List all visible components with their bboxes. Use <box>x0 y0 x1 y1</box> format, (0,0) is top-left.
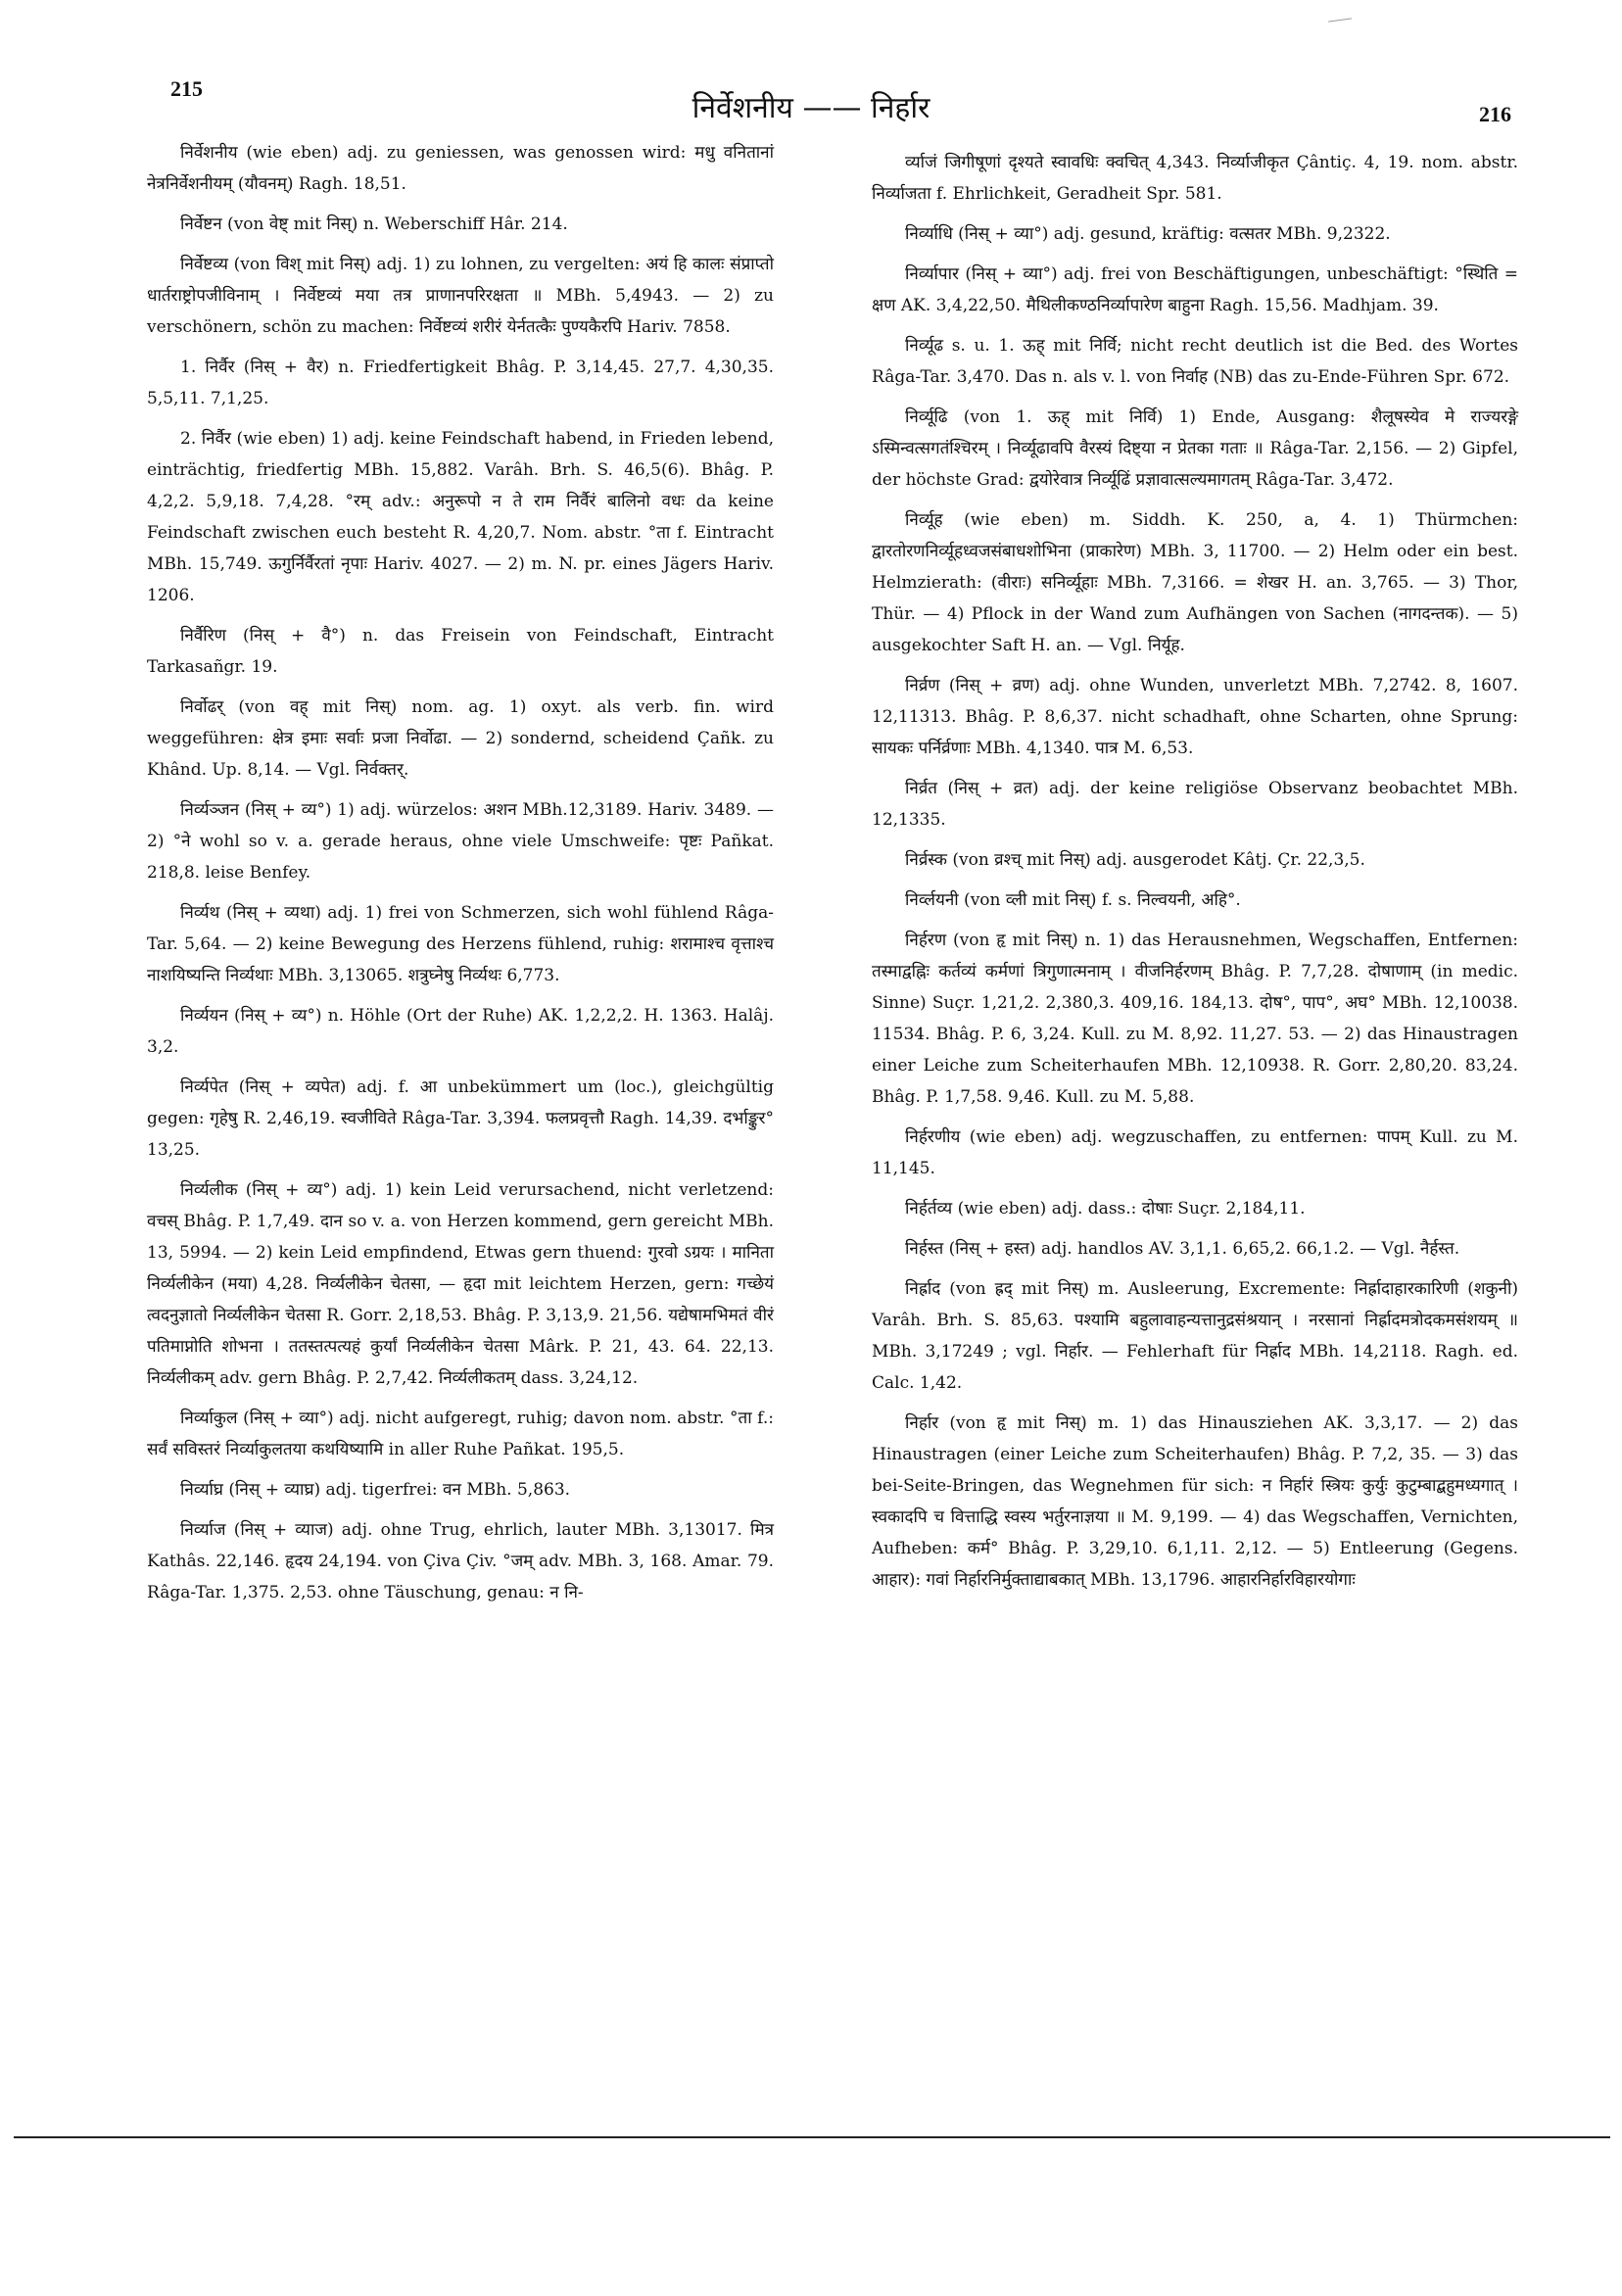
dictionary-entry: निर्वोढर् (von वह् mit निस्) nom. ag. 1) oxyt. als verb. fin. wird weggeführen: क्षेत्र इमाः सर्वाः प्रजा निर्वोढा. — 2) sondernd, scheidend Çañk. zu Khând. Up. 8,14. — Vgl. निर्वक्तर्. <box>147 697 774 780</box>
dictionary-entry: र्व्याजं जिगीषूणां दृश्यते स्वावधिः क्वचित् 4,343. निर्व्याजीकृत Çântiç. 4, 19. nom. abstr. निर्व्याजता f. Ehrlichkeit, Geradheit Spr. 581. <box>872 153 1518 204</box>
dictionary-entry: निर्हरण (von हृ mit निस्) n. 1) das Herausnehmen, Wegschaffen, Entfernen: तस्माद्वह्निः कर्तव्यं कर्मणां त्रिगुणात्मनाम् । वीजनिर्हरणम् Bhâg. P. 7,7,28. दोषाणाम् (in medic. Sinne) Suçr. 1,21,2. 2,380,3. 409,16. 184,13. दोष°, पाप°, अघ° MBh. 12,10038. 11534. Bhâg. P. 6, 3,24. Kull. zu M. 8,92. 11,27. 53. — 2) das Hinaustragen einer Leiche zum Scheiterhaufen MBh. 12,10938. R. Gorr. 2,80,20. 83,24. Bhâg. P. 1,7,58. 9,46. Kull. zu M. 5,88. <box>872 931 1518 1107</box>
dictionary-entry: निर्व्यथ (निस् + व्यथा) adj. 1) frei von Schmerzen, sich wohl fühlend Râga-Tar. 5,64. — 2) keine Bewegung des Herzens fühlend, ruhig: शरामाश्च वृत्ताश्च नाशयिष्यन्ति निर्व्यथाः MBh. 3,13065. शत्रुघ्नेषु निर्व्यथः 6,773. <box>147 903 774 985</box>
dictionary-entry: निर्व्याकुल (निस् + व्या°) adj. nicht aufgeregt, ruhig; davon nom. abstr. °ता f.: सर्वं सविस्तरं निर्व्याकुलतया कथयिष्यामि in aller Ruhe Pañkat. 195,5. <box>147 1409 774 1459</box>
dictionary-entry: निर्व्यञ्जन (निस् + व्य°) 1) adj. würzelos: अशन MBh.12,3189. Hariv. 3489. — 2) °ने wohl so v. a. gerade heraus, ohne viele Umschweife: पृष्टः Pañkat. 218,8. leise Benfey. <box>147 800 774 883</box>
dictionary-entry: निर्हस्त (निस् + हस्त) adj. handlos AV. 3,1,1. 6,65,2. 66,1.2. — Vgl. नैर्हस्त. <box>905 1239 1460 1259</box>
dictionary-entry: निर्व्यलीक (निस् + व्य°) adj. 1) kein Leid verursachend, nicht verletzend: वचस् Bhâg. P. 1,7,49. दान so v. a. von Herzen kommend, gern gereicht MBh. 13, 5994. — 2) kein Leid empfindend, Etwas gern thuend: गुरवो ऽग्रयः । मानिता निर्व्यलीकेन (मया) 4,28. निर्व्यलीकेन चेतसा, — हृदा mit leichtem Herzen, gern: गच्छेयं त्वदनुज्ञातो निर्व्यलीकेन चेतसा R. Gorr. 2,18,53. Bhâg. P. 3,13,9. 21,56. यद्येषामभिमतं वीरं पतिमाप्नोति शोभना । ततस्तत्पत्यहं कुर्यां निर्व्यलीकेन चेतसा Mârk. P. 21, 43. 64. 22,13. निर्व्यलीकम् adv. gern Bhâg. P. 2,7,42. निर्व्यलीकतम् dass. 3,24,12. <box>147 1180 774 1388</box>
left-column <box>147 137 774 1617</box>
dictionary-entry: निर्वेशनीय (wie eben) adj. zu geniessen, was genossen wird: मधु वनितानां नेत्रनिर्वेशनीयम् (यौवनम्) Ragh. 18,51. <box>147 143 774 194</box>
dictionary-entry: निर्व्यापार (निस् + व्या°) adj. frei von Beschäftigungen, unbeschäftigt: °स्थिति = क्षण AK. 3,4,22,50. मैथिलीकण्ठनिर्व्यापारेण बाहुना Ragh. 15,56. Madhjam. 39. <box>872 264 1518 315</box>
dictionary-entry: निर्ह्राद (von ह्रद् mit निस्) m. Ausleerung, Excremente: निर्ह्रादाहारकारिणी (शकुनी) Varâh. Brh. S. 85,63. पश्यामि बहुलावाहन्यत्तानुद्रसंश्रयान् । नरसानां निर्ह्रादमत्रोदकमसंशयम् ॥ MBh. 3,17249 ; vgl. निर्हार. — Fehlerhaft für निर्ह्राद MBh. 14,2118. Ragh. ed. Calc. 1,42. <box>872 1279 1518 1393</box>
page-number-left: 215 <box>170 76 203 101</box>
dictionary-entry: निर्व्यपेत (निस् + व्यपेत) adj. f. आ unbekümmert um (loc.), gleichgültig gegen: गृहेषु R. 2,46,19. स्वजीविते Râga-Tar. 3,394. फलप्रवृत्तौ Ragh. 14,39. दर्भाङ्कुर° 13,25. <box>147 1077 774 1160</box>
dictionary-entry: निर्व्रत (निस् + व्रत) adj. der keine religiöse Observanz beobachtet MBh. 12,1335. <box>872 779 1518 830</box>
dictionary-entry: निर्वेष्टन (von वेष्ट् mit निस्) n. Weberschiff Hâr. 214. <box>180 215 568 234</box>
right-column <box>872 147 1518 1604</box>
pencil-mark <box>1328 18 1352 22</box>
page-number-right: 216 <box>1479 102 1511 126</box>
bottom-rule <box>14 2136 1610 2138</box>
dictionary-entry: निर्व्यूढि (von 1. ऊह् mit निर्वि) 1) Ende, Ausgang: शैलूषस्येव मे राज्यरङ्गे ऽस्मिन्वत्सगतंश्चिरम् । निर्व्यूढावपि वैरस्यं दिष्ट्या न प्रेतका गताः ॥ Râga-Tar. 2,156. — 2) Gipfel, der höchste Grad: द्वयोरेवात्र निर्व्यूढिं प्रज्ञावात्सल्यमागतम् Râga-Tar. 3,472. <box>872 407 1518 490</box>
dictionary-entry: निर्व्ययन (निस् + व्य°) n. Höhle (Ort der Ruhe) AK. 1,2,2,2. H. 1363. Halâj. 3,2. <box>147 1006 774 1057</box>
dictionary-entry: निर्व्रण (निस् + व्रण) adj. ohne Wunden, unverletzt MBh. 7,2742. 8, 1607. 12,11313. Bhâg. P. 8,6,37. nicht schadhaft, ohne Scharten, ohne Sprung: सायकः पर्निर्व्रणाः MBh. 4,1340. पात्र M. 6,53. <box>872 676 1518 758</box>
dictionary-entry: निर्व्याधि (निस् + व्या°) adj. gesund, kräftig: वत्सतर MBh. 9,2322. <box>905 224 1391 244</box>
dictionary-entry: निर्वेष्टव्य (von विश् mit निस्) adj. 1) zu lohnen, zu vergelten: अयं हि कालः संप्राप्तो धार्तराष्ट्रोपजीविनाम् । निर्वेष्टव्यं मया तत्र प्राणानपरिरक्षता ॥ MBh. 5,4943. — 2) zu verschönern, schön zu machen: निर्वेष्टव्यं शरीरं येर्नतत्कैः पुण्यकैरपि Hariv. 7858. <box>147 255 774 337</box>
dictionary-entry: निर्हार (von हृ mit निस्) m. 1) das Hinausziehen AK. 3,3,17. — 2) das Hinaustragen (einer Leiche zum Scheiterhaufen) Bhâg. P. 7,2, 35. — 3) das bei-Seite-Bringen, das Wegnehmen für sich: न निर्हारं स्त्रियः कुर्युः कुटुम्बाद्बहुमध्यगात् । स्वकादपि च वित्ताद्धि स्वस्य भर्तुरनाज्ञया ॥ M. 9,199. — 4) das Wegschaffen, Vernichten, Aufheben: कर्म° Bhâg. P. 3,29,10. 6,1,11. 2,12. — 5) Entleerung (Gegens. आहार): गवां निर्हारनिर्मुक्ताद्याबकात् MBh. 13,1796. आहारनिर्हारविहारयोगाः <box>872 1413 1518 1590</box>
dictionary-entry: निर्हर्तव्य (wie eben) adj. dass.: दोषाः Suçr. 2,184,11. <box>905 1199 1306 1219</box>
running-head: निर्वेशनीय —— निर्हार <box>692 91 930 125</box>
dictionary-entry: 1. निर्वैर (निस् + वैर) n. Friedfertigkeit Bhâg. P. 3,14,45. 27,7. 4,30,35. 5,5,11. 7,1,25. <box>147 358 774 408</box>
dictionary-entry: निर्व्याघ्र (निस् + व्याघ्र) adj. tigerfrei: वन MBh. 5,863. <box>180 1480 571 1500</box>
dictionary-entry: 2. निर्वैर (wie eben) 1) adj. keine Feindschaft habend, in Frieden lebend, einträchtig, friedfertig MBh. 15,882. Varâh. Brh. S. 46,5(6). Bhâg. P. 4,2,2. 5,9,18. 7,4,28. °रम् adv.: अनुरूपो न ते राम निर्वैरं बालिनो वधः da keine Feindschaft zwischen euch besteht R. 4,20,7. Nom. abstr. °ता f. Eintracht MBh. 15,749. ऊगुर्निर्वैरतां नृपाः Hariv. 4027. — 2) m. N. pr. eines Jägers Hariv. 1206. <box>147 429 774 605</box>
dictionary-entry: निर्वैरिण (निस् + वै°) n. das Freisein von Feindschaft, Eintracht Tarkasañgr. 19. <box>147 626 774 677</box>
dictionary-entry: निर्व्याज (निस् + व्याज) adj. ohne Trug, ehrlich, lauter MBh. 3,13017. मित्र Kathâs. 22,146. हृदय 24,194. von Çiva Çiv. °जम् adv. MBh. 3, 168. Amar. 79. Râga-Tar. 1,375. 2,53. ohne Täuschung, genau: न नि- <box>147 1520 774 1602</box>
dictionary-entry: निर्व्रस्क (von व्रश्च् mit निस्) adj. ausgerodet Kâtj. Çr. 22,3,5. <box>905 850 1365 870</box>
dictionary-entry: निर्हरणीय (wie eben) adj. wegzuschaffen, zu entfernen: पापम् Kull. zu M. 11,145. <box>872 1127 1518 1178</box>
dictionary-entry: निर्व्यूह (wie eben) m. Siddh. K. 250, a, 4. 1) Thürmchen: द्वारतोरणनिर्व्यूहध्वजसंबाधशोभिना (प्राकारेण) MBh. 3, 11700. — 2) Helm oder ein best. Helmzierath: (वीराः) सनिर्व्यूहाः MBh. 7,3166. = शेखर H. an. 3,765. — 3) Thor, Thür. — 4) Pflock in der Wand zum Aufhängen von Sachen (नागदन्तक). — 5) ausgekochter Saft H. an. — Vgl. निर्यूह. <box>872 510 1518 655</box>
dictionary-entry: निर्व्लयनी (von व्ली mit निस्) f. s. निल्वयनी, अहि°. <box>905 890 1241 910</box>
dictionary-entry: निर्व्यूढ s. u. 1. ऊह् mit निर्वि; nicht recht deutlich ist die Bed. des Wortes Râga-Tar. 3,470. Das n. als v. l. von निर्वाह (NB) das zu-Ende-Führen Spr. 672. <box>872 336 1518 387</box>
